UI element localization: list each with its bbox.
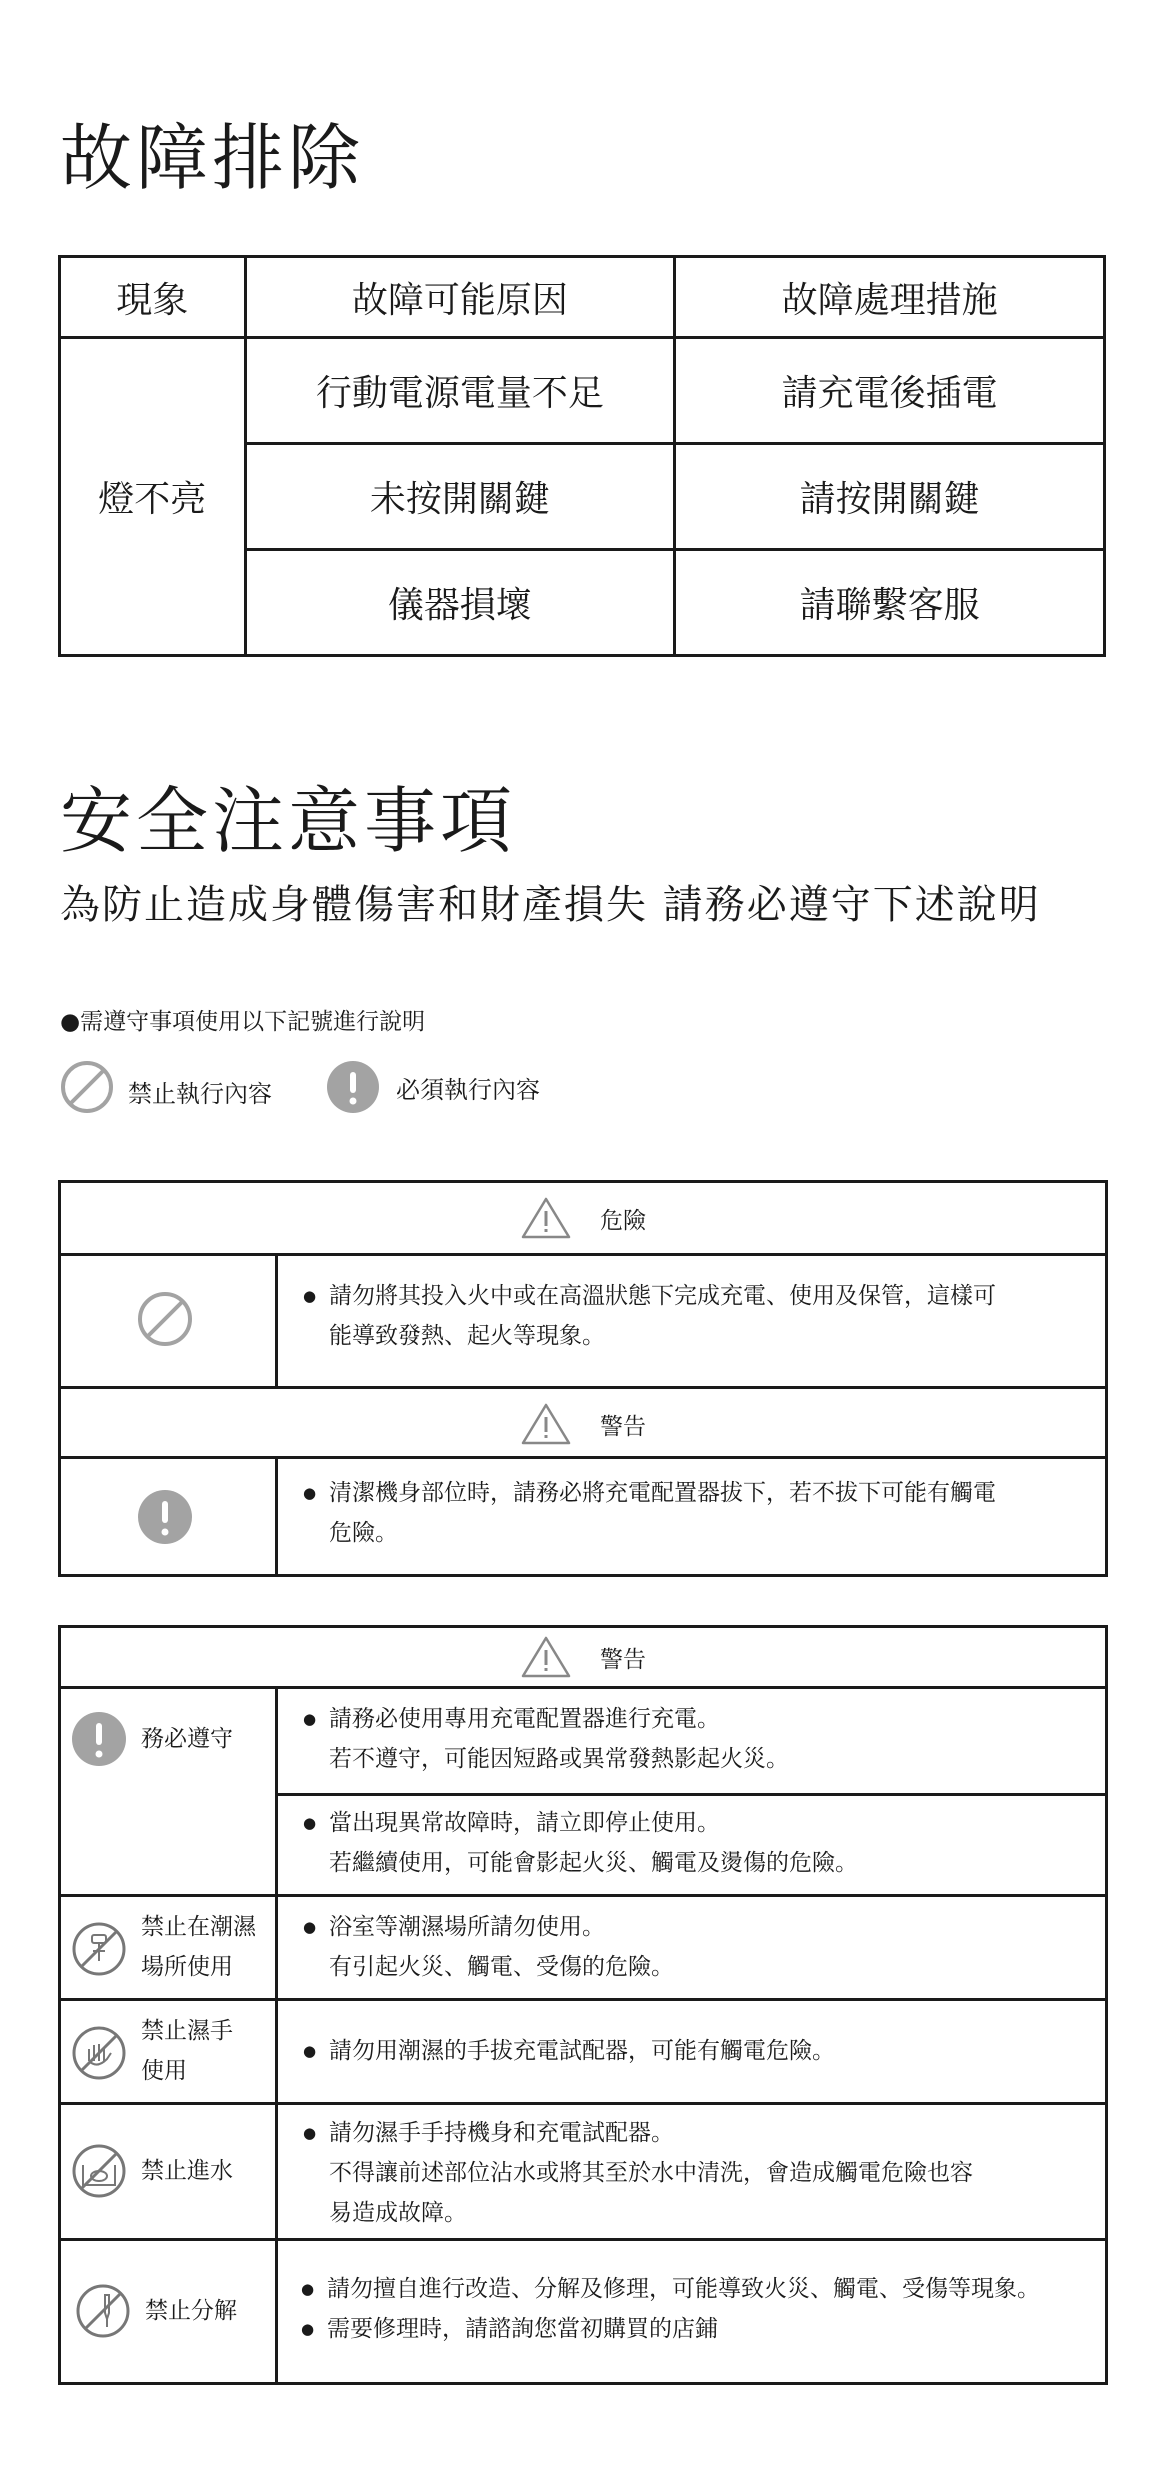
warning-triangle-icon	[520, 1402, 572, 1446]
no-wet-hands-row	[61, 1998, 1105, 2105]
text-line: 不得讓前述部位沾水或將其至於水中清洗，會造成觸電危險也容	[329, 2160, 973, 2186]
action-cell: 請充電後插電	[675, 338, 1105, 444]
warning-header-label: 警告	[600, 1413, 646, 1440]
text-line: ● 需要修理時，請諮詢您當初購買的店鋪	[301, 2309, 1107, 2349]
label-line: 禁止在潮濕	[141, 1914, 256, 1940]
no-disassembly-row	[61, 2238, 1105, 2385]
warning-header	[61, 1386, 1105, 1459]
danger-text-line: 能導致發熱、起火等現象。	[329, 1323, 605, 1349]
mandatory-icon	[326, 1060, 380, 1114]
prohibited-icon	[137, 1291, 193, 1347]
danger-header-label: 危險	[600, 1207, 646, 1234]
warning-triangle-icon	[520, 1635, 572, 1679]
text-line: ● 請勿用潮濕的手拔充電試配器，可能有觸電危險。	[303, 2031, 1083, 2071]
table-header-row	[60, 257, 1105, 338]
prohibited-label: 禁止執行內容	[128, 1080, 272, 1108]
no-water-row	[61, 2102, 1105, 2241]
must-follow-text-a	[303, 1699, 1083, 1779]
text-line: 若繼續使用，可能會影起火災、觸電及燙傷的危險。	[329, 1850, 858, 1876]
warning-header-label: 警告	[600, 1646, 646, 1673]
safety-subtitle: 為防止造成身體傷害和財產損失 請務必遵守下述說明	[60, 882, 1041, 928]
header-cause: 故障可能原因	[245, 257, 675, 338]
no-damp-row	[61, 1894, 1105, 2001]
must-follow-label: 務必遵守	[141, 1726, 233, 1752]
action-cell: 請按開關鍵	[675, 444, 1105, 550]
troubleshooting-table	[58, 255, 1106, 657]
warning-triangle-icon	[520, 1196, 572, 1240]
cause-cell: 儀器損壞	[245, 550, 675, 656]
table-row	[60, 338, 1105, 444]
no-wet-hands-label	[141, 2011, 233, 2091]
mandatory-icon	[137, 1489, 193, 1545]
no-disassembly-icon	[75, 2283, 131, 2339]
text-line: ● 浴室等潮濕場所請勿使用。	[303, 1907, 1083, 1947]
label-line: 場所使用	[141, 1954, 233, 1980]
text-line: 易造成故障。	[329, 2200, 467, 2226]
warning-box	[58, 1625, 1108, 2385]
prohibited-icon	[60, 1060, 114, 1114]
legend-intro: ●需遵守事項使用以下記號進行說明	[60, 1009, 426, 1035]
must-follow-row	[61, 1686, 1105, 1897]
danger-header	[61, 1183, 1105, 1253]
warning-text-line: 危險。	[329, 1520, 398, 1546]
danger-text-line: ● 請勿將其投入火中或在高溫狀態下完成充電、使用及保管，這樣可	[303, 1276, 1083, 1316]
no-disassembly-label: 禁止分解	[145, 2298, 237, 2324]
mandatory-icon	[71, 1711, 127, 1767]
no-wet-hands-text	[303, 2031, 1083, 2071]
warning-text	[303, 1473, 1083, 1553]
no-water-text	[303, 2113, 1083, 2233]
text-line: 有引起火災、觸電、受傷的危險。	[329, 1954, 674, 1980]
text-line: ● 請勿擅自進行改造、分解及修理，可能導致火災、觸電、受傷等現象。	[301, 2269, 1107, 2309]
action-cell: 請聯繫客服	[675, 550, 1105, 656]
warning-text-line: ● 清潔機身部位時，請務必將充電配置器拔下，若不拔下可能有觸電	[303, 1473, 1083, 1513]
text-line: ● 請務必使用專用充電配置器進行充電。	[303, 1699, 1083, 1739]
no-disassembly-text	[301, 2269, 1107, 2349]
no-damp-text	[303, 1907, 1083, 1987]
troubleshooting-title: 故障排除	[60, 116, 365, 200]
label-line: 使用	[141, 2058, 187, 2084]
cause-cell: 行動電源電量不足	[245, 338, 675, 444]
safety-title: 安全注意事項	[60, 779, 517, 863]
no-water-icon	[71, 2143, 127, 2199]
cause-cell: 未按開關鍵	[245, 444, 675, 550]
symptom-cell: 燈不亮	[60, 338, 246, 656]
text-line: ● 當出現異常故障時，請立即停止使用。	[303, 1803, 1083, 1843]
warning-header	[61, 1628, 1105, 1686]
header-symptom: 現象	[60, 257, 246, 338]
warning-row	[61, 1456, 1105, 1577]
danger-warning-box	[58, 1180, 1108, 1577]
label-line: 禁止濕手	[141, 2018, 233, 2044]
no-wet-hands-icon	[71, 2025, 127, 2081]
danger-text	[303, 1276, 1083, 1356]
no-shower-icon	[71, 1921, 127, 1977]
text-line: ● 請勿濕手手持機身和充電試配器。	[303, 2113, 1083, 2153]
danger-row	[61, 1253, 1105, 1386]
text-line: 若不遵守，可能因短路或異常發熱影起火災。	[329, 1746, 789, 1772]
no-damp-label	[141, 1907, 256, 1987]
no-water-label: 禁止進水	[141, 2158, 233, 2184]
mandatory-label: 必須執行內容	[396, 1076, 540, 1104]
must-follow-text-b	[303, 1803, 1083, 1883]
header-action: 故障處理措施	[675, 257, 1105, 338]
